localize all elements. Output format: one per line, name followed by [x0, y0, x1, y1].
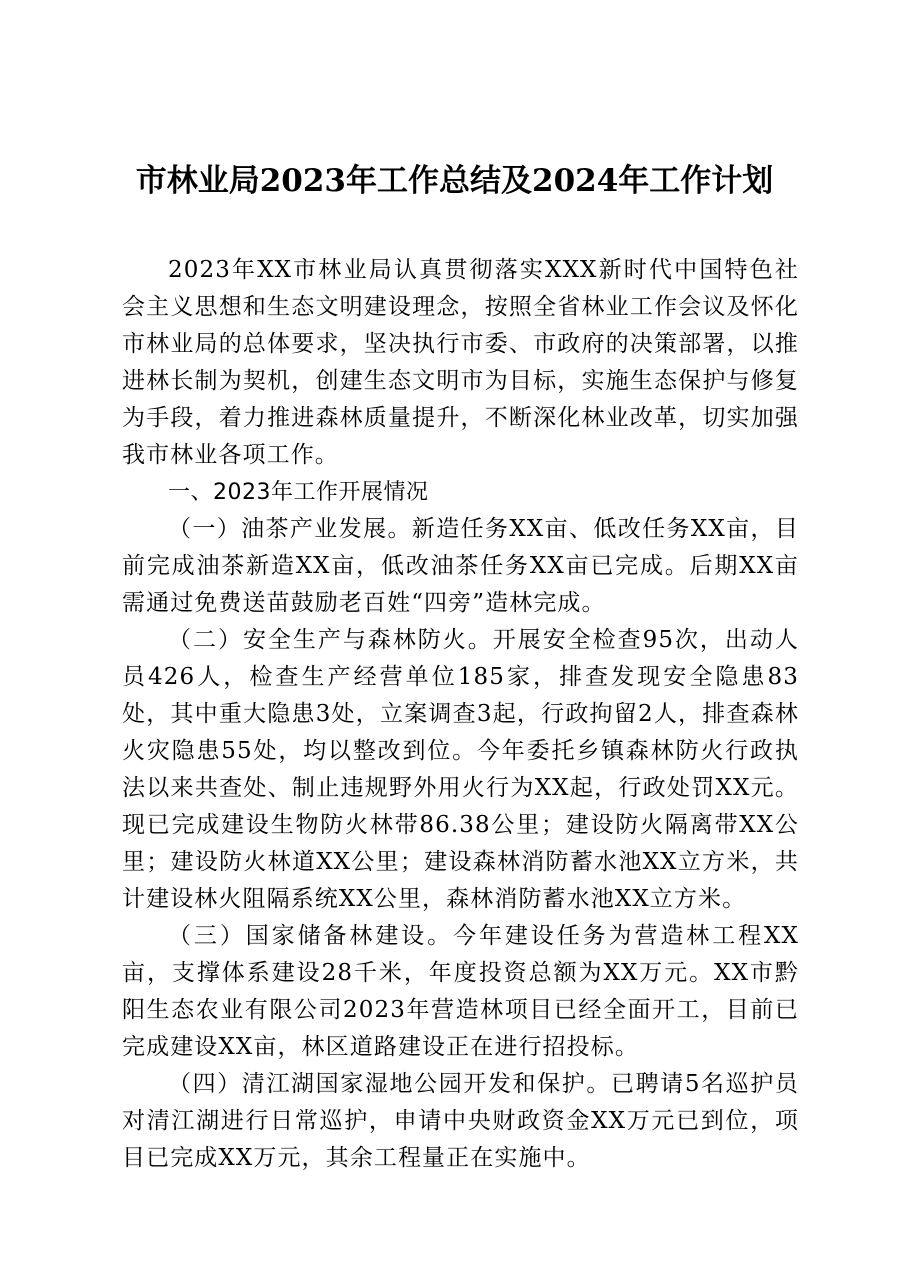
- item-label-2: （二）安全生产与森林防火。: [168, 627, 493, 653]
- list-item: [122, 622, 799, 918]
- item-text-3: 今年建设任务为营造林工程XX亩，支撑体系建设28千米，年度投资总额为XX万元。XX市黔阳生态农业有限公司2023年营造林项目已经全面开工，目前已完成建设XX亩，林区道路建设正在进行招投标。: [122, 923, 799, 1060]
- item-text-2: 开展安全检查95次，出动人员426人，检查生产经营单位185家，排查发现安全隐患83处，其中重大隐患3处，立案调查3起，行政拘留2人，排查森林火灾隐患55处，均以整改到位。今年委托乡镇森林防火行政执法以来共查处、制止违规野外用火行为XX起，行政处罚XX元。现已完成建设生物防火林带86.38公里；建设防火隔离带XX公里；建设防火林道XX公里；建设森林消防蓄水池XX立方米，共计建设林火阻隔系统XX公里，森林消防蓄水池XX立方米。: [122, 627, 799, 912]
- item-label-1: （一）油茶产业发展。: [168, 516, 412, 542]
- list-item: [122, 918, 799, 1066]
- document-title: 市林业局2023年工作总结及2024年工作计划: [135, 163, 774, 199]
- list-item: [122, 511, 799, 622]
- intro-paragraph: 2023年XX市林业局认真贯彻落实XXX新时代中国特色社会主义思想和生态文明建设理念，按照全省林业工作会议及怀化市林业局的总体要求，坚决执行市委、市政府的决策部署，以推进林长制为契机，创建生态文明市为目标，实施生态保护与修复为手段，着力推进森林质量提升，不断深化林业改革，切实加强我市林业各项工作。: [122, 257, 799, 468]
- item-label-3: （三）国家储备林建设。: [168, 923, 454, 949]
- item-text-4: 已聘请5名巡护员对清江湖进行日常巡护，申请中央财政资金XX万元已到位，项目已完成XX万元，其余工程量正在实施中。: [122, 1071, 799, 1171]
- list-item: [122, 1066, 799, 1177]
- item-label-4: （四）清江湖国家湿地公园开发和保护。: [168, 1071, 611, 1097]
- section-heading-1: 一、2023年工作开展情况: [168, 480, 429, 505]
- document-body: [122, 252, 799, 1177]
- item-text-1: 新造任务XX亩、低改任务XX亩，目前完成油茶新造XX亩，低改油茶任务XX亩已完成。后期XX亩需通过免费送苗鼓励老百姓“四旁”造林完成。: [122, 516, 800, 616]
